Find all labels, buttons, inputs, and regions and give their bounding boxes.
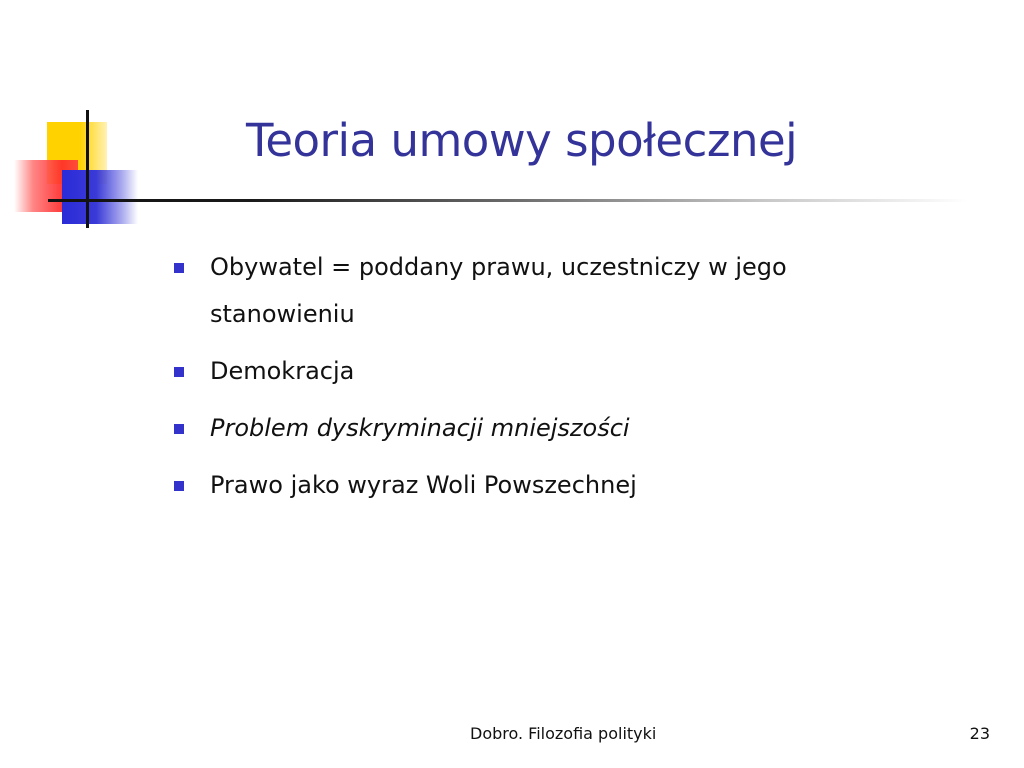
bullet-list bbox=[172, 244, 892, 519]
bullet-text: Obywatel = poddany prawu, uczestniczy w jego stanowieniu bbox=[210, 253, 787, 328]
bullet-item bbox=[172, 244, 892, 338]
bullet-item bbox=[172, 348, 892, 395]
decor-vertical-line bbox=[86, 110, 89, 228]
bullet-item bbox=[172, 405, 892, 452]
title-underline bbox=[48, 199, 968, 202]
slide-title: Teoria umowy społecznej bbox=[246, 114, 798, 167]
bullet-text: Problem dyskryminacji mniejszości bbox=[210, 414, 630, 442]
footer-text: Dobro. Filozofia polityki bbox=[470, 724, 657, 743]
bullet-text: Demokracja bbox=[210, 357, 355, 385]
decor-blue-square bbox=[62, 170, 138, 224]
square-bullet-icon bbox=[174, 424, 184, 434]
bullet-text: Prawo jako wyraz Woli Powszechnej bbox=[210, 471, 637, 499]
page-number: 23 bbox=[969, 724, 990, 743]
square-bullet-icon bbox=[174, 263, 184, 273]
square-bullet-icon bbox=[174, 367, 184, 377]
square-bullet-icon bbox=[174, 481, 184, 491]
bullet-item bbox=[172, 462, 892, 509]
